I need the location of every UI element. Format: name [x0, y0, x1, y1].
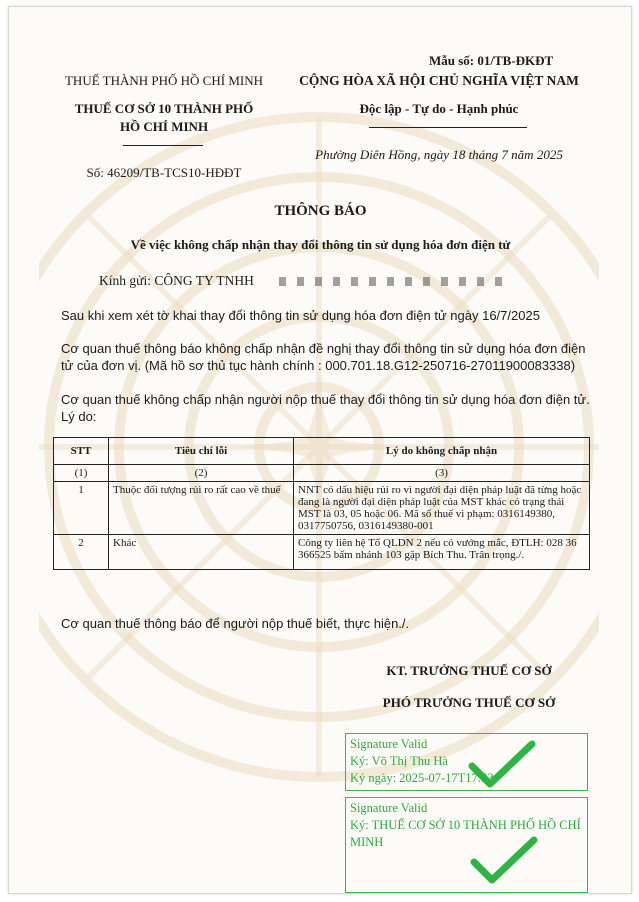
row-stt: 1	[54, 482, 109, 535]
paragraph-3: Cơ quan thuế không chấp nhận người nộp thuế thay đổi thông tin sử dụng hóa đơn điện tử. Lý do:	[61, 392, 590, 424]
index-cell: (1)	[54, 465, 109, 482]
signature-box-1[interactable]	[345, 733, 588, 791]
row-criteria: Khác	[109, 535, 294, 570]
sign-on-behalf: KT. TRƯỞNG THUẾ CƠ SỞ	[386, 663, 552, 678]
table-row	[54, 482, 590, 535]
notice-subtitle: Về việc không chấp nhận thay đổi thông tin sử dụng hóa đơn điện tử	[130, 237, 511, 252]
recipient-label: Kính gửi:	[99, 273, 151, 288]
table-index-row	[54, 465, 590, 482]
redacted-name	[279, 274, 513, 290]
paragraph-4: Cơ quan thuế thông báo để người nộp thuế biết, thực hiện./.	[61, 616, 410, 631]
form-code: Mẫu số: 01/TB-ĐKĐT	[429, 53, 554, 68]
index-cell: (3)	[294, 465, 590, 482]
row-stt: 2	[54, 535, 109, 570]
index-cell: (2)	[109, 465, 294, 482]
place-date: Phường Diên Hồng, ngày 18 tháng 7 năm 2025	[315, 147, 563, 162]
notice-title: THÔNG BÁO	[274, 203, 367, 219]
header-stt: STT	[54, 438, 109, 465]
table-row	[54, 535, 590, 570]
issuer-underline	[123, 145, 203, 146]
motto-underline	[369, 127, 527, 128]
issuer-unit-line2: HỒ CHÍ MINH	[119, 119, 209, 134]
header-criteria: Tiêu chí lỗi	[109, 438, 294, 465]
issuer-parent: THUẾ THÀNH PHỐ HỒ CHÍ MINH	[64, 73, 263, 88]
issuer-unit-line1: THUẾ CƠ SỞ 10 THÀNH PHỐ	[74, 101, 254, 116]
checkmark-icon	[466, 740, 536, 790]
checkmark-icon	[468, 836, 538, 886]
sign-position: PHÓ TRƯỞNG THUẾ CƠ SỞ	[382, 695, 556, 710]
row-reason: Công ty liên hệ Tổ QLDN 2 nếu có vướng mắc, ĐTLH: 028 36 366525 bấm nhánh 103 gặp Bích Thu. Trân trọng./.	[294, 535, 590, 570]
signature-signer: Ký: THUẾ CƠ SỞ 10 THÀNH PHỐ HỒ CHÍ MINH	[350, 818, 581, 849]
signature-status: Signature Valid	[350, 801, 428, 815]
header-reason: Lý do không chấp nhận	[294, 438, 590, 465]
paragraph-2: Cơ quan thuế thông báo không chấp nhận đề nghị thay đổi thông tin sử dụng hóa đơn điện tử của đơn vị. (Mã hồ sơ thủ tục hành chính : 000.701.18.G12-250716-27011900083338)	[61, 341, 586, 373]
signature-date: Ký ngày: 2025-07-17T17:53	[350, 771, 494, 785]
row-criteria: Thuộc đối tượng rủi ro rất cao về thuế	[109, 482, 294, 535]
table-header-row	[54, 438, 590, 465]
signature-signer: Ký: Võ Thị Thu Hà	[350, 754, 448, 768]
signature-status: Signature Valid	[350, 737, 428, 751]
recipient-name: CÔNG TY TNHH	[154, 273, 254, 288]
row-reason: NNT có dấu hiệu rủi ro vì người đại diện pháp luật đã từng hoặc đang là người đại diện pháp luật của MST khác có trạng thái MST là 03, 05 hoặc 06. Mã số thuế vi phạm: 0316149380, 0317750756, 0316149380-001	[294, 482, 590, 535]
error-table	[53, 437, 590, 570]
national-name: CỘNG HÒA XÃ HỘI CHỦ NGHĨA VIỆT NAM	[299, 73, 579, 88]
document-number: Số: 46209/TB-TCS10-HĐĐT	[86, 165, 242, 180]
signature-box-2[interactable]	[345, 797, 588, 893]
paragraph-1: Sau khi xem xét tờ khai thay đổi thông tin sử dụng hóa đơn điện tử ngày 16/7/2025	[61, 308, 540, 323]
national-motto: Độc lập - Tự do - Hạnh phúc	[359, 101, 519, 116]
recipient-line	[99, 273, 513, 290]
document-page	[8, 6, 632, 894]
